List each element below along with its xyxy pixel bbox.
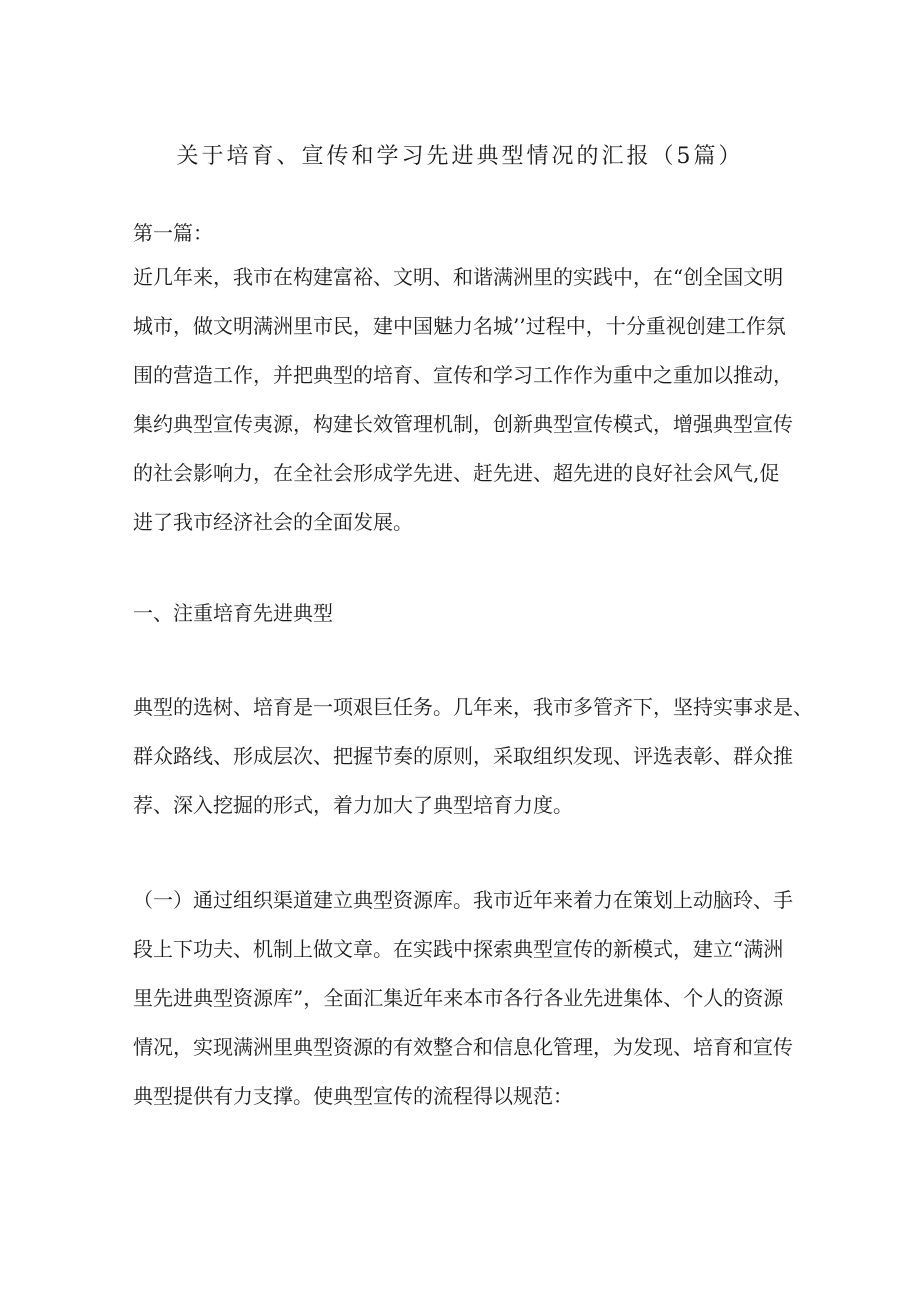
chapter-label: 第一篇：: [133, 221, 213, 245]
paragraph-line: 群众路线、形成层次、把握节奏的原则，采取组织发现、评选表彰、群众推: [133, 744, 793, 768]
paragraph-line: 典型的选树、培育是一项艰巨任务。几年来，我市多管齐下，坚持实事求是、: [133, 695, 813, 719]
paragraph-line: 城市，做文明满洲里市民，建中国魅力名城’’过程中，十分重视创建工作氛: [133, 314, 786, 338]
section-heading: 一、注重培育先进典型: [133, 601, 333, 625]
paragraph-line: 里先进典型资源库”，全面汇集近年来本市各行各业先进集体、个人的资源: [133, 986, 784, 1010]
paragraph-line: 情况，实现满洲里典型资源的有效整合和信息化管理，为发现、培育和宣传: [133, 1035, 793, 1059]
paragraph-line: 典型提供有力支撑。使典型宣传的流程得以规范：: [133, 1084, 573, 1108]
paragraph-line: （一）通过组织渠道建立典型资源库。我市近年来着力在策划上动脑玲、手: [133, 888, 793, 912]
paragraph-line: 进了我市经济社会的全面发展。: [133, 510, 413, 534]
section1-paragraph: [133, 683, 813, 830]
paragraph-line: 荐、深入挖掘的形式，着力加大了典型培育力度。: [133, 793, 573, 817]
paragraph-line: 围的营造工作，并把典型的培育、宣传和学习工作作为重中之重加以推动，: [133, 363, 793, 387]
intro-paragraph: [133, 253, 793, 547]
paragraph-line: 近几年来，我市在构建富裕、文明、和谐满洲里的实践中，在“创全国文明: [133, 265, 784, 289]
paragraph-line: 段上下功夫、机制上做文章。在实践中探索典型宣传的新模式，建立“满洲: [133, 937, 784, 961]
paragraph-line: 集约典型宣传夷源，构建长效管理机制，创新典型宣传模式，增强典型宣传: [133, 412, 793, 436]
document-title: 关于培育、宣传和学习先进典型情况的汇报（5篇）: [176, 144, 744, 169]
paragraph-line: 的社会影响力，在全社会形成学先进、赶先进、超先进的良好社会风气,促: [133, 461, 780, 485]
subsection1-paragraph: [133, 876, 793, 1121]
